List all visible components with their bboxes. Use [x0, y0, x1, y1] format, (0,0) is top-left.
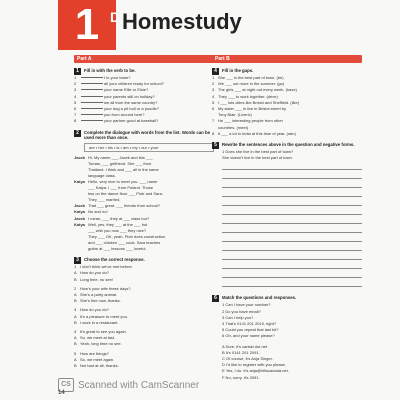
response-option[interactable]: B It's 0141 201 2091.: [222, 349, 260, 355]
item-number: 2: [212, 81, 215, 87]
item-number: 5: [74, 99, 77, 105]
item-number: 7: [74, 112, 77, 118]
dialogue-line: [74, 246, 214, 252]
item-text: She's fine now, thanks.: [80, 298, 121, 304]
item-number: 4: [212, 93, 215, 99]
exercise-6: [212, 295, 362, 380]
response-option[interactable]: E Yes, I do. It's anja@hillscanada.net.: [222, 368, 289, 374]
item-text: your dog a pit bull or a poodle?: [104, 106, 159, 112]
exercise-instruction: Rewrite the sentences above in the question and negative forms.: [222, 142, 355, 148]
dialogue-text: guitar at ___ lessons ___ loveful.: [88, 246, 147, 252]
exercise-instruction: Fill in the gaps.: [222, 68, 254, 73]
example-sentence: 1 Does she live in the best part of town?: [222, 149, 294, 155]
speaker: Jacek: [74, 215, 86, 221]
answer-line[interactable]: [222, 242, 362, 251]
item-number: A: [74, 291, 77, 297]
item-text: your partner good at baseball?: [104, 118, 159, 124]
exercise-number: 2: [74, 130, 81, 137]
question-item: 4 That's 0141 201 2019, right?: [222, 321, 277, 327]
item-text: How's your wife these days?: [80, 285, 131, 291]
item-text: How are things?: [80, 350, 109, 356]
answer-line[interactable]: [222, 233, 362, 242]
answer-line[interactable]: [222, 260, 362, 269]
item-text: countries. (meet): [218, 124, 249, 130]
item-number: 8: [212, 130, 215, 136]
item-number: A: [74, 356, 77, 362]
item-text: you from around here?: [104, 112, 145, 118]
exercise-5: [212, 142, 362, 287]
item-text: How do you do?: [80, 307, 109, 313]
exercise-item: [74, 118, 214, 124]
item-text: I ___ lots cities like Bristol and Sheffield. (like): [218, 99, 300, 105]
item-text: your parents still on holiday?: [104, 93, 155, 99]
dialogue-text: They ___ married.: [88, 197, 121, 203]
item-text: I in your team?: [104, 75, 131, 80]
answer-line[interactable]: [222, 179, 362, 188]
item-number: A: [74, 335, 77, 341]
item-number: 1: [212, 75, 215, 80]
item-text: My sister ___ in live in Bristol street by: [218, 106, 287, 112]
response-option[interactable]: A Sure, it's cartski dot net.: [222, 343, 269, 349]
response-option[interactable]: D I'd like to register with you please.: [222, 362, 286, 368]
answer-line[interactable]: [222, 278, 362, 287]
unit-number: 1: [74, 0, 100, 49]
camscanner-watermark: [58, 378, 199, 392]
item-number: B: [74, 276, 77, 282]
exercise-instruction: Choose the correct response.: [84, 257, 145, 263]
item-number: 6: [212, 106, 215, 112]
exercise-number: 6: [212, 295, 219, 302]
exercise-3: [74, 257, 214, 369]
answer-blank[interactable]: [81, 114, 103, 115]
answer-line[interactable]: [222, 269, 362, 278]
answer-line[interactable]: [222, 161, 362, 170]
answer-blank[interactable]: [81, 83, 103, 84]
item-number: B: [74, 341, 77, 347]
exercise-1: [74, 68, 214, 125]
question-item: 2 Do you have email?: [222, 308, 261, 314]
item-number: 5: [74, 350, 77, 356]
exercise-instruction: Fill in with the verb to be.: [84, 68, 136, 73]
answer-line[interactable]: [222, 215, 362, 224]
item-number: 1: [74, 264, 77, 270]
item-text: She's a party animal.: [80, 291, 118, 297]
answer-blank[interactable]: [81, 120, 103, 121]
dialogue-text: ___ Katya. I ___ from Poland. Those: [88, 185, 154, 191]
speaker: Jacek: [74, 154, 86, 160]
item-text: So, we meet at last.: [80, 335, 116, 341]
camscanner-text: Scanned with CamScanner: [78, 379, 200, 391]
example-sentence: She doesn't live in the best part of town.: [222, 155, 293, 161]
answer-blank[interactable]: [81, 77, 103, 78]
speaker: Katya: [74, 221, 85, 227]
exercise-2: [74, 130, 214, 253]
dialogue-text: No and no!: [88, 209, 108, 215]
exercise-instruction: Match the questions and responses.: [222, 295, 297, 301]
speaker: Katya: [74, 209, 85, 215]
dialogue-text: ___ with you now ___ they nice?: [88, 227, 147, 233]
item-text: we all from the same country?: [104, 99, 158, 105]
item-number: A: [74, 270, 77, 276]
dialogue-text: Well, yes, they ___ at the ___ but: [88, 221, 148, 227]
item-text: I work in a restaurant.: [80, 319, 119, 325]
response-option[interactable]: [74, 320, 214, 326]
item-text: I don't think we've met before.: [80, 264, 133, 270]
camscanner-logo: CS: [58, 378, 74, 392]
item-text: We ___ out more in the summer. (go): [218, 81, 285, 87]
item-number: 7: [212, 118, 215, 124]
item-text: Yeah, long time no see.: [80, 341, 122, 347]
item-text: It's a pleasure to meet you.: [80, 313, 128, 319]
item-number: B: [74, 319, 77, 325]
item-text: So, we meet again.: [80, 356, 115, 362]
item-text: Not bad at all, thanks.: [80, 362, 119, 368]
dialogue-text: and ___ chicken ___ cook. Sara teaches: [88, 239, 161, 245]
question-item: 1 Can I have your number?: [222, 302, 271, 308]
question-item: 6 Oh, and your name please?: [222, 333, 275, 339]
exercise-number: 3: [74, 257, 81, 264]
item-text: How do you do?: [80, 270, 109, 276]
word-box: are • her • his • is • am • my • our • your: [84, 143, 214, 152]
page-title: Homestudy: [122, 9, 242, 34]
response-option[interactable]: [74, 277, 214, 283]
question-item: 3 Can I help you?: [222, 314, 254, 320]
item-text: your name Ellie or Elsie?: [104, 87, 149, 93]
item-text: They ___ to work together. (drive): [218, 93, 278, 99]
item-number: 1: [74, 75, 77, 80]
item-number: B: [74, 362, 77, 368]
exercise-4: [212, 68, 362, 137]
item-number: 4: [74, 328, 77, 334]
exercise-item: [212, 131, 362, 137]
page-number: 14: [58, 390, 65, 396]
answer-blank[interactable]: [81, 102, 103, 103]
exercise-instruction: Complete the dialogue with words from the list. Words can be used more than once.: [84, 129, 210, 140]
item-text: Tony Blair. (Liverix): [218, 112, 252, 118]
item-number: 3: [74, 87, 77, 93]
item-number: 6: [74, 106, 77, 112]
item-number: 2: [74, 81, 77, 87]
item-text: The girls ___ at night out every week. (have): [218, 87, 297, 93]
exercise-number: 1: [74, 68, 81, 75]
item-number: 8: [74, 118, 77, 124]
item-number: 3: [74, 307, 77, 313]
item-text: It's great to see you again.: [80, 328, 127, 334]
exercise-number: 4: [212, 68, 219, 75]
response-option[interactable]: C Of course, it's Anja Singer.: [222, 356, 273, 362]
response-option[interactable]: [74, 341, 214, 347]
part-b-label: Part B: [215, 56, 230, 62]
answer-line[interactable]: [222, 188, 362, 197]
item-text: He ___ interesting people from other: [218, 118, 283, 124]
part-a-label: Part A: [77, 56, 92, 62]
answer-line[interactable]: [222, 197, 362, 206]
item-number: A: [74, 313, 77, 319]
dialogue-text: I mean, ___ they at ___ class too?: [88, 215, 150, 221]
response-option[interactable]: [74, 298, 214, 304]
question-item: 5 Could you repeat that last bit?: [222, 327, 279, 333]
dialogue-text: two on the dance floor ___ Piotr and Sara.: [88, 191, 163, 197]
dialogue-text: Hello, very nice to meet you. ___ name: [88, 179, 158, 184]
part-b-bar: [212, 55, 362, 63]
item-text: Long time, no see!: [80, 276, 113, 282]
speaker: Jacek: [74, 203, 86, 209]
answer-line[interactable]: [222, 206, 362, 215]
speaker: Katya: [74, 179, 85, 184]
right-column: [212, 55, 362, 381]
item-number: B: [74, 298, 77, 304]
exercise-number: 5: [212, 142, 219, 149]
dialogue-text: language class.: [88, 172, 116, 178]
answer-line[interactable]: [222, 170, 362, 179]
item-number: 5: [212, 99, 215, 105]
answer-blank[interactable]: [81, 108, 103, 109]
item-text: all your children ready for school?: [104, 81, 164, 87]
answer-blank[interactable]: [81, 96, 103, 97]
response-option[interactable]: F No, sorry, it's 2091.: [222, 374, 260, 380]
item-number: 3: [212, 87, 215, 93]
dialogue-text: That ___ great. ___ friends from school?: [88, 203, 161, 209]
response-option[interactable]: [74, 363, 214, 369]
left-column: [74, 55, 214, 369]
dialogue-text: Tomas, ___ girlfriend. She ___ from: [88, 160, 152, 166]
dialogue-text: Hi. My name ___ Jacek and this ___: [88, 154, 153, 160]
item-number: 4: [74, 93, 77, 99]
dialogue-text: Thailand. I think and ___ all in the same: [88, 166, 159, 172]
unit-number-tab: [58, 0, 121, 50]
item-text: It ___ a lot in India at this time of year. (rain): [218, 130, 296, 136]
answer-line[interactable]: [222, 224, 362, 233]
item-text: She ___ is the best part of town. (be): [218, 75, 284, 80]
item-number: 2: [74, 285, 77, 291]
dialogue-text: They ___ OK, yeah. Piotr does construction: [88, 233, 166, 239]
answer-blank[interactable]: [81, 89, 103, 90]
part-a-bar: [74, 55, 214, 63]
answer-line[interactable]: [222, 251, 362, 260]
speaker: [74, 246, 88, 252]
unit-letter: D: [110, 9, 121, 25]
